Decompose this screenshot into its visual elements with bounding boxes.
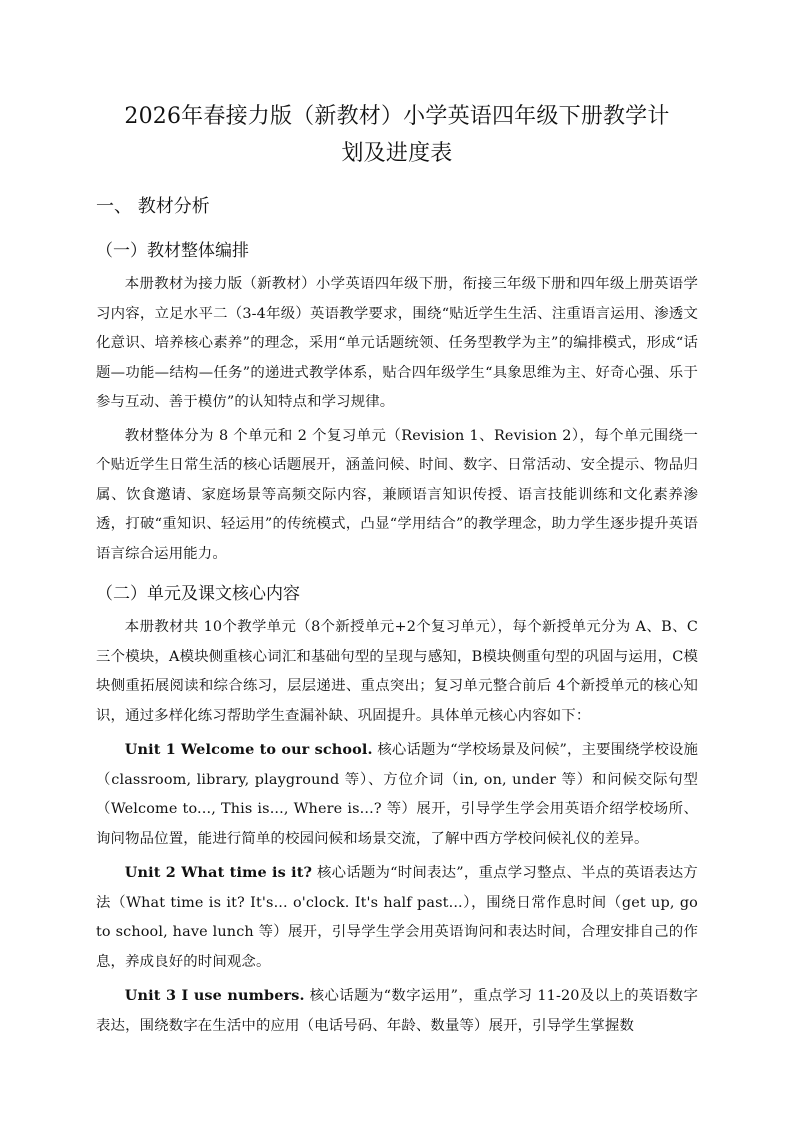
unit-3-title: Unit 3 I use numbers. [124, 987, 305, 1004]
paragraph-unit-2 [96, 858, 698, 977]
section-heading-textbook-analysis: 一、 教材分析 [96, 196, 210, 217]
paragraph-unit-1 [96, 735, 698, 854]
paragraph-units-intro: 本册教材共 10个教学单元（8个新授单元+2个复习单元），每个新授单元分为 A、B、C三个模块，A模块侧重核心词汇和基础句型的呈现与感知，B模块侧重句型的巩固与运用，C模块侧重拓展阅读和综合练习，层层递进、重点突出；复习单元整合前后 4个新授单元的核心知识，通过多样化练习帮助学生查漏补缺、巩固提升。具体单元核心内容如下： [96, 619, 698, 724]
unit-2-text: 核心话题为“时间表达”，重点学习整点、半点的英语表达方法（What time is it? It's... o'clock. It's half past...），围绕日常作息时间（get up, go to school, have lunch 等）展开，引导学生学会用英语询问和表达时间，合理安排自己的作息，养成良好的时间观念。 [96, 865, 698, 970]
paragraph-structure: 教材整体分为 8 个单元和 2 个复习单元（Revision 1、Revision 2），每个单元围绕一个贴近学生日常生活的核心话题展开，涵盖问候、时间、数字、日常活动、安全提示、物品归属、饮食邀请、家庭场景等高频交际内容，兼顾语言知识传授、语言技能训练和文化素养渗透，打破“重知识、轻运用”的传统模式，凸显“学用结合”的教学理念，助力学生逐步提升英语语言综合运用能力。 [96, 427, 698, 562]
unit-1-text: 核心话题为“学校场景及问候”，主要围绕学校设施（classroom, library, playground 等）、方位介词（in, on, under 等）和问候交际句型（Welcome to..., This is..., Where is...? 等）展开，引导学生学会用英语介绍学校场所、询问物品位置，能进行简单的校园问候和场景交流，了解中西方学校问候礼仪的差异。 [96, 742, 699, 847]
subsection-heading-overall-layout: （一）教材整体编排 [96, 241, 249, 261]
unit-1-title: Unit 1 Welcome to our school. [124, 741, 373, 758]
unit-3-text: 核心话题为“数字运用”，重点学习 11-20及以上的英语数字表达，围绕数字在生活中的应用（电话号码、年龄、数量等）展开，引导学生掌握数 [96, 988, 698, 1034]
unit-2-title: Unit 2 What time is it? [124, 864, 313, 881]
subsection-heading-unit-content: （二）单元及课文核心内容 [96, 584, 300, 604]
document-title: 2026年春接力版（新教材）小学英语四年级下册教学计划及进度表 [124, 104, 670, 166]
paragraph-overview: 本册教材为接力版（新教材）小学英语四年级下册，衔接三年级下册和四年级上册英语学习内容，立足水平二（3-4年级）英语教学要求，围绕“贴近学生生活、注重语言运用、渗透文化意识、培养核心素养”的理念，采用“单元话题统领、任务型教学为主”的编排模式，形成“话题—功能—结构—任务”的递进式教学体系，贴合四年级学生“具象思维为主、好奇心强、乐于参与互动、善于模仿”的认知特点和学习规律。 [96, 276, 698, 410]
paragraph-unit-3 [96, 981, 698, 1041]
